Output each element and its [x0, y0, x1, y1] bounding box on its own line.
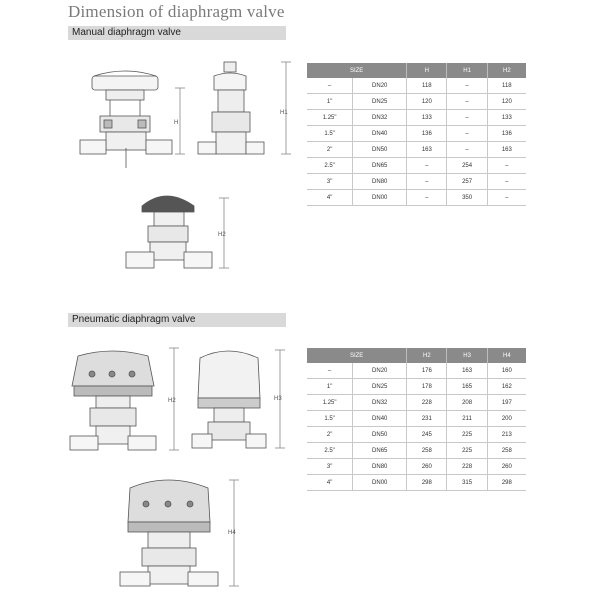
- table-row: [307, 459, 526, 475]
- table-row: [307, 78, 526, 94]
- table-cell: DN65: [353, 158, 407, 174]
- table-cell: 118: [407, 78, 447, 94]
- table-cell: 165: [447, 379, 487, 395]
- table-cell: DN65: [353, 443, 407, 459]
- table-cell: DN25: [353, 94, 407, 110]
- table-cell: 260: [407, 459, 447, 475]
- pneumatic-valve-bottom-drawing: [110, 468, 250, 594]
- table-cell: 176: [407, 363, 447, 379]
- table-cell: DN40: [353, 411, 407, 427]
- table-cell: DN20: [353, 363, 407, 379]
- table-cell: 178: [407, 379, 447, 395]
- table-cell: 298: [487, 475, 526, 491]
- table-cell: 1": [307, 94, 353, 110]
- table-cell: –: [307, 363, 353, 379]
- table-cell: 2.5": [307, 443, 353, 459]
- table-cell: DN32: [353, 110, 407, 126]
- table-row: [307, 190, 526, 206]
- table-header-row: [307, 63, 526, 78]
- table-cell: 211: [447, 411, 487, 427]
- table-cell: 245: [407, 427, 447, 443]
- table-cell: 254: [447, 158, 487, 174]
- column-header-h3: H3: [447, 348, 487, 363]
- table-cell: DN50: [353, 142, 407, 158]
- column-header-size: SIZE: [307, 63, 407, 78]
- table-cell: –: [307, 78, 353, 94]
- table-cell: 163: [407, 142, 447, 158]
- table-cell: 120: [487, 94, 526, 110]
- manual-front-dim-label: H: [174, 120, 179, 126]
- column-header-h: H: [407, 63, 447, 78]
- table-cell: DN32: [353, 395, 407, 411]
- table-row: [307, 110, 526, 126]
- pneumatic-table-body: [307, 363, 526, 491]
- table-cell: 1": [307, 379, 353, 395]
- table-cell: 160: [487, 363, 526, 379]
- table-cell: 231: [407, 411, 447, 427]
- pneumatic-front-dim-label: H2: [168, 398, 176, 404]
- table-cell: 213: [487, 427, 526, 443]
- table-cell: 136: [487, 126, 526, 142]
- table-cell: DN40: [353, 126, 407, 142]
- table-cell: 197: [487, 395, 526, 411]
- table-cell: 4": [307, 475, 353, 491]
- table-cell: 350: [447, 190, 487, 206]
- column-header-h2: H2: [407, 348, 447, 363]
- table-cell: DN20: [353, 78, 407, 94]
- table-row: [307, 427, 526, 443]
- manual-valve-bottom-drawing: [120, 186, 240, 282]
- table-cell: –: [407, 190, 447, 206]
- manual-valve-side-drawing: [190, 58, 300, 188]
- table-cell: 225: [447, 427, 487, 443]
- pneumatic-side-dim-label: H3: [274, 396, 282, 402]
- manual-section-heading: Manual diaphragm valve: [68, 26, 286, 40]
- table-cell: 133: [407, 110, 447, 126]
- table-cell: –: [407, 174, 447, 190]
- table-row: [307, 363, 526, 379]
- table-cell: 2.5": [307, 158, 353, 174]
- pneumatic-bottom-dim-label: H4: [228, 530, 236, 536]
- pneumatic-section-heading: Pneumatic diaphragm valve: [68, 313, 286, 327]
- table-row: [307, 174, 526, 190]
- table-cell: 136: [407, 126, 447, 142]
- table-cell: 228: [447, 459, 487, 475]
- table-cell: DN80: [353, 459, 407, 475]
- table-cell: 315: [447, 475, 487, 491]
- table-cell: –: [407, 158, 447, 174]
- table-cell: 120: [407, 94, 447, 110]
- table-row: [307, 379, 526, 395]
- table-cell: –: [447, 142, 487, 158]
- table-cell: 4": [307, 190, 353, 206]
- table-cell: 1.25": [307, 395, 353, 411]
- pneumatic-valve-side-drawing: [188, 340, 298, 468]
- manual-bottom-dim-label: H2: [218, 232, 226, 238]
- column-header-h2: H2: [487, 63, 526, 78]
- pneumatic-valve-front-drawing: [62, 338, 192, 468]
- table-cell: –: [487, 174, 526, 190]
- table-cell: 1.5": [307, 126, 353, 142]
- column-header-h1: H1: [447, 63, 487, 78]
- table-cell: DN80: [353, 174, 407, 190]
- table-cell: 258: [407, 443, 447, 459]
- table-row: [307, 158, 526, 174]
- table-row: [307, 126, 526, 142]
- table-cell: 1.25": [307, 110, 353, 126]
- manual-dimension-table: [307, 63, 526, 206]
- table-cell: –: [447, 78, 487, 94]
- table-cell: DN00: [353, 475, 407, 491]
- table-cell: 257: [447, 174, 487, 190]
- table-row: [307, 475, 526, 491]
- table-cell: 208: [447, 395, 487, 411]
- table-cell: 163: [487, 142, 526, 158]
- column-header-h4: H4: [487, 348, 526, 363]
- table-cell: DN50: [353, 427, 407, 443]
- table-cell: 1.5": [307, 411, 353, 427]
- manual-side-dim-label: H1: [280, 110, 288, 116]
- table-cell: 133: [487, 110, 526, 126]
- table-row: [307, 443, 526, 459]
- table-cell: 3": [307, 174, 353, 190]
- table-cell: 3": [307, 459, 353, 475]
- manual-valve-front-drawing: [70, 58, 190, 188]
- table-cell: –: [447, 94, 487, 110]
- table-cell: –: [487, 190, 526, 206]
- table-header-row: [307, 348, 526, 363]
- table-row: [307, 411, 526, 427]
- table-cell: 228: [407, 395, 447, 411]
- table-cell: –: [487, 158, 526, 174]
- table-cell: –: [447, 126, 487, 142]
- table-cell: 2": [307, 427, 353, 443]
- table-row: [307, 395, 526, 411]
- column-header-size: SIZE: [307, 348, 407, 363]
- manual-table-body: [307, 78, 526, 206]
- table-cell: 162: [487, 379, 526, 395]
- table-cell: –: [447, 110, 487, 126]
- table-row: [307, 94, 526, 110]
- table-cell: DN00: [353, 190, 407, 206]
- table-cell: DN25: [353, 379, 407, 395]
- table-row: [307, 142, 526, 158]
- table-cell: 2": [307, 142, 353, 158]
- table-cell: 298: [407, 475, 447, 491]
- table-cell: 118: [487, 78, 526, 94]
- table-cell: 260: [487, 459, 526, 475]
- table-cell: 163: [447, 363, 487, 379]
- table-cell: 200: [487, 411, 526, 427]
- table-cell: 258: [487, 443, 526, 459]
- pneumatic-dimension-table: [307, 348, 526, 491]
- page-title: Dimension of diaphragm valve: [68, 2, 285, 21]
- table-cell: 225: [447, 443, 487, 459]
